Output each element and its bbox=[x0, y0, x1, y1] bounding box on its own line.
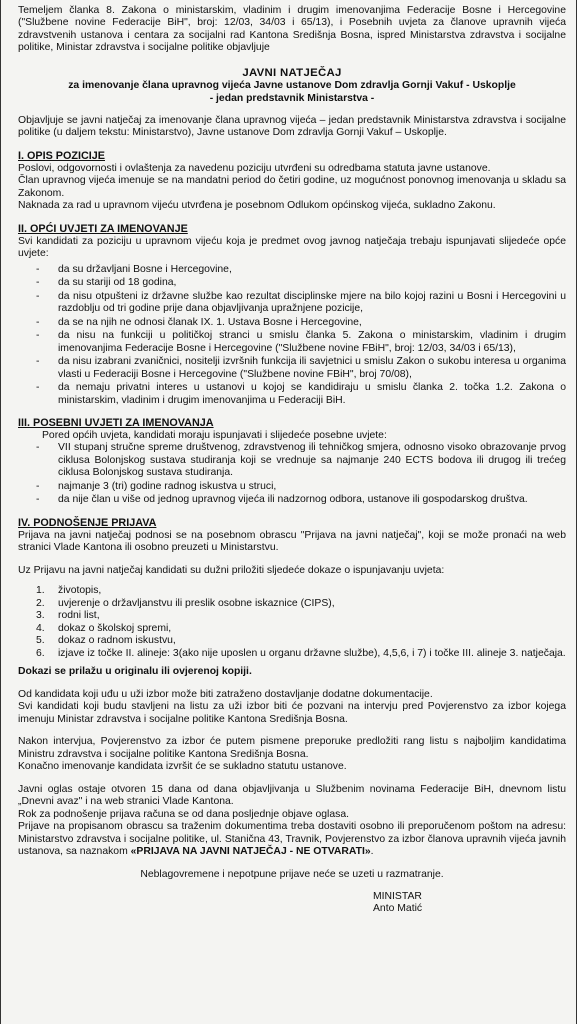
signature-name: Anto Matić bbox=[373, 903, 423, 915]
signature-block bbox=[373, 891, 566, 916]
section-general-conditions bbox=[18, 223, 566, 407]
list-item: - da nisu otpušteni iz državne službe kao rezultat disciplinske mjere na bilo kojoj razini u Bosni i Hercegovini u razdoblju od tri godine prije dana objavljivanja upražnjene pozicije, bbox=[36, 290, 566, 315]
dash-bullet: - bbox=[36, 330, 40, 342]
dash-bullet: - bbox=[36, 442, 40, 454]
paragraph: Od kandidata koji uđu u uži izbor može biti zatraženo dostavljanje dodatne dokumentacije. bbox=[18, 688, 433, 700]
list-item: - najmanje 3 (tri) godine radnog iskustva u struci, bbox=[36, 480, 277, 492]
paragraph: Nakon intervjua, Povjerenstvo za izbor će putem pismene preporuke predložiti rang listu s najboljim kandidatima Ministru zdravstva i socijalne politike Kantona Središnja Bosna. bbox=[18, 736, 566, 760]
submission-paragraph: Prijave na propisanom obrascu sa traženim dokumentima treba dostaviti osobno ili preporučenom poštom na adresu: Ministarstvo zdravstva i socijalne politike, ul. Stanična 43, Travnik, Povjerenstvo za izbor članova upravnih vijeća javnih ustanova, sa naznakom «PRIJAVA NA JAVNI NATJEČAJ - NE OTVARATI». bbox=[18, 821, 566, 858]
lead-paragraph: Objavljuje se javni natječaj za imenovanje člana upravnog vijeća – jedan predstavnik Ministarstva zdravstva i socijalne politike (u daljem tekstu: Ministarstvo), Javne ustanove Dom zdravlja Gornji Vakuf – Uskoplje. bbox=[18, 114, 566, 139]
documents-list bbox=[18, 585, 566, 660]
paragraph: Uz Prijavu na javni natječaj kandidati su dužni priložiti sljedeće dokaze o ispunjavanju uvjeta: bbox=[18, 564, 445, 576]
list-item: - da su stariji od 18 godina, bbox=[36, 277, 177, 289]
dash-bullet: - bbox=[36, 263, 40, 275]
dash-bullet: - bbox=[36, 356, 40, 368]
paragraph: Prijava na javni natječaj podnosi se na posebnom obrascu "Prijava na javni natječaj", koji se može pronaći na web stranici Vlade Kantona ili osobno preuzeti u Ministarstvu. bbox=[18, 529, 566, 554]
list-item: 5. dokaz o radnom iskustvu, bbox=[36, 635, 176, 647]
paragraph: Svi kandidati koji budu stavljeni na listu za uži izbor biti će pozvani na intervju pred Povjerenstvo za izbor kojega imenuju Ministar zdravstva i socijalne politike Kantona Središnja Bosna. bbox=[18, 701, 566, 725]
list-item: 6. izjave iz točke II. alineje: 3(ako nije uposlen u organu državne službe), 4,5,6, i 7) i točke III. alineje 3. natječaja. bbox=[36, 647, 566, 659]
list-item: - da se na njih ne odnosi članak IX. 1. Ustava Bosne i Hercegovine, bbox=[36, 316, 362, 328]
notice-title bbox=[18, 67, 566, 105]
signature-role: MINISTAR bbox=[373, 890, 422, 902]
dash-bullet: - bbox=[36, 277, 40, 289]
bold-note: Dokazi se prilažu u originalu ili ovjerenoj kopiji. bbox=[18, 666, 252, 678]
section-heading: II. OPĆI UVJETI ZA IMENOVANJE bbox=[18, 222, 188, 235]
paragraph: Svi kandidati za poziciju u upravnom vijeću koja je predmet ovog javnog natječaja trebaju ispunjavati slijedeće opće uvjete: bbox=[18, 235, 566, 260]
final-note: Neblagovremene i nepotpune prijave neće se uzeti u razmatranje. bbox=[140, 868, 444, 880]
paragraph: Rok za podnošenje prijava računa se od dana posljednje objave oglasa. bbox=[18, 808, 349, 820]
paragraph: Naknada za rad u upravnom vijeću utvrđena je posebnom Odlukom općinskog vijeća, sukladno Zakonu. bbox=[18, 200, 496, 212]
list-item: 4. dokaz o školskoj spremi, bbox=[36, 622, 172, 634]
paragraph: Pored općih uvjeta, kandidati moraju ispunjavati i slijedeće posebne uvjete: bbox=[42, 429, 387, 441]
list-item: - da su državljani Bosne i Hercegovine, bbox=[36, 263, 232, 275]
dash-bullet: - bbox=[36, 382, 40, 394]
list-item: 3. rodni list, bbox=[36, 610, 100, 622]
list-item: - VII stupanj stručne spreme društvenog, zdravstvenog ili tehničkog smjera, odnosno visoko obrazovanje prvog ciklusa Bolonjskog sustava studiranja koji se vrednuje sa najmanje 240 ECTS bodova ili drugog ili trećeg ciklusa Bolonjskog sustava studiranja. bbox=[36, 442, 566, 479]
general-conditions-list bbox=[18, 264, 566, 407]
section-special-conditions bbox=[18, 417, 566, 507]
section-heading: III. POSEBNI UVJETI ZA IMENOVANJA bbox=[18, 417, 214, 430]
intro-paragraph: Temeljem članka 8. Zakona o ministarskim, vladinim i drugim imenovanjima Federacije Bosne i Hercegovine ("Službene novine Federacije BiH", broj: 12/03, 34/03 i 65/13), i Posebnih uvjeta za članove upravnih vijeća zdravstvenih ustanova i centara za socijalni rad Kantona Središnja Bosna, ispred Ministarstva zdravstva i socijalne politike, Ministar zdravstva i socijalne politike objavljuje bbox=[18, 5, 566, 54]
dash-bullet: - bbox=[36, 494, 40, 506]
dash-bullet: - bbox=[36, 290, 40, 302]
paragraph: Konačno imenovanje kandidata izvršit će se sukladno statutu ustanove. bbox=[18, 761, 347, 773]
list-item: - da nisu izabrani zvaničnici, nositelji izvršnih funkcija ili savjetnici u smislu Zakon o sukobu interesa u organima vlasti u Federaciji Bosne i Hercegovine ("Službene novine FBiH", broj 70/08), bbox=[36, 356, 566, 380]
list-item: 2. uvjerenje o državljanstvu ili preslik osobne iskaznice (CIPS), bbox=[36, 597, 335, 609]
paragraph: Poslovi, odgovornosti i ovlaštenja za navedenu poziciju utvrđeni su odredbama statuta javne ustanove. bbox=[18, 162, 491, 174]
section-position bbox=[18, 150, 566, 213]
section-applications bbox=[18, 517, 566, 881]
envelope-marking: «PRIJAVA NA JAVNI NATJEČAJ - NE OTVARATI» bbox=[130, 846, 371, 858]
paragraph: Javni oglas ostaje otvoren 15 dana od dana objavljivanja u Službenim novinama Federacije BiH, dnevnom listu „Dnevni avaz" i na web stranici Vlade Kantona. bbox=[18, 783, 566, 808]
list-item: - da nije član u više od jednog upravnog vijeća ili nadzornog odbora, ustanove ili gospodarskog društva. bbox=[36, 494, 528, 506]
dash-bullet: - bbox=[36, 316, 40, 328]
title-representative: - jedan predstavnik Ministarstva - bbox=[209, 92, 375, 104]
list-item: 1. životopis, bbox=[36, 585, 102, 597]
section-heading: I. OPIS POZICIJE bbox=[18, 149, 105, 162]
title-subject: za imenovanje člana upravnog vijeća Javne ustanove Dom zdravlja Gornji Vakuf - Uskoplje bbox=[68, 80, 516, 92]
list-item: - da nemaju privatni interes u ustanovi u kojoj se kandidiraju u smislu članka 2. točka 1.2. Zakona o ministarskim, vladinim i drugim imenovanjima u Federaciji BiH. bbox=[36, 382, 566, 406]
section-heading: IV. PODNOŠENJE PRIJAVA bbox=[18, 516, 157, 529]
list-item: - da nisu na funkciji u političkoj stranci u smislu članka 5. Zakona o ministarskim, vladinim i drugim imenovanjima Federacije Bosne i Hercegovine ("Službene novine FBiH", broj: 12/03, 34/03 i 65/13), bbox=[36, 330, 566, 354]
title-main: JAVNI NATJEČAJ bbox=[242, 66, 342, 79]
paragraph: Član upravnog vijeća imenuje se na mandatni period do četiri godine, uz mogućnost ponovnog imenovanja u skladu sa Zakonom. bbox=[18, 175, 566, 199]
special-conditions-list bbox=[18, 442, 566, 506]
dash-bullet: - bbox=[36, 480, 40, 492]
